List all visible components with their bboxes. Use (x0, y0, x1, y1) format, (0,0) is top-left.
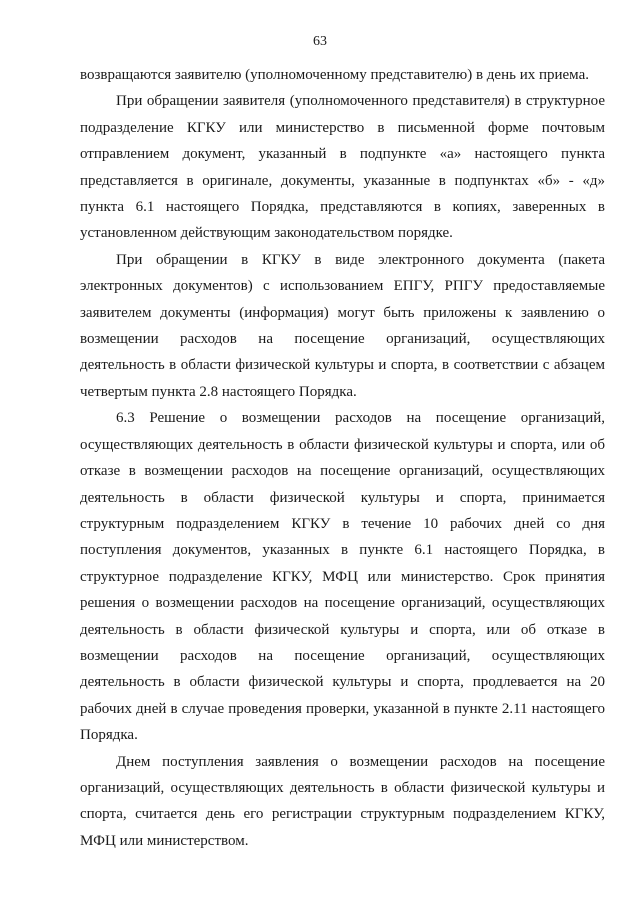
paragraph-electronic-submission: При обращении в КГКУ в виде электронного документа (пакета электронных документов) с использованием ЕПГУ, РПГУ предоставляемые заявителем документы (информация) могут быть приложены к заявлению о возмещении расходов на посещение организаций, осуществляющих деятельность в области физической культуры и спорта, в соответствии с абзацем четвертым пункта 2.8 настоящего Порядка. (80, 251, 605, 400)
paragraph-continuation: возвращаются заявителю (уполномоченному представителю) в день их приема. (80, 67, 589, 83)
paragraph-postal-submission: При обращении заявителя (уполномоченного представителя) в структурное подразделение КГКУ или министерство в письменной форме почтовым отправлением документ, указанный в подпункте «а» настоящего пункта представляется в оригинале, документы, указанные в подпунктах «б» - «д» пункта 6.1 настоящего Порядка, представляются в копиях, заверенных в установленном действующим законодательством порядке. (80, 93, 605, 242)
document-body (80, 62, 605, 854)
paragraph-section-6-3: 6.3 Решение о возмещении расходов на посещение организаций, осуществляющих деятельность в области физической культуры и спорта, или об отказе в возмещении расходов на посещение организаций, осуществляющих деятельность в области физической культуры и спорта, принимается структурным подразделением КГКУ в течение 10 рабочих дней со дня поступления документов, указанных в пункте 6.1 настоящего Порядка, в структурное подразделение КГКУ, МФЦ или министерство. Срок принятия решения о возмещении расходов на посещение организаций, осуществляющих деятельность в области физической культуры и спорта, или об отказе в возмещении расходов на посещение организаций, осуществляющих деятельность в области физической культуры и спорта, продлевается на 20 рабочих дней в случае проведения проверки, указанной в пункте 2.11 настоящего Порядка. (80, 410, 605, 744)
page-number: 63 (313, 34, 327, 49)
paragraph-receipt-date: Днем поступления заявления о возмещении расходов на посещение организаций, осуществляющих деятельность в области физической культуры и спорта, считается день его регистрации структурным подразделением КГКУ, МФЦ или министерством. (80, 753, 605, 849)
